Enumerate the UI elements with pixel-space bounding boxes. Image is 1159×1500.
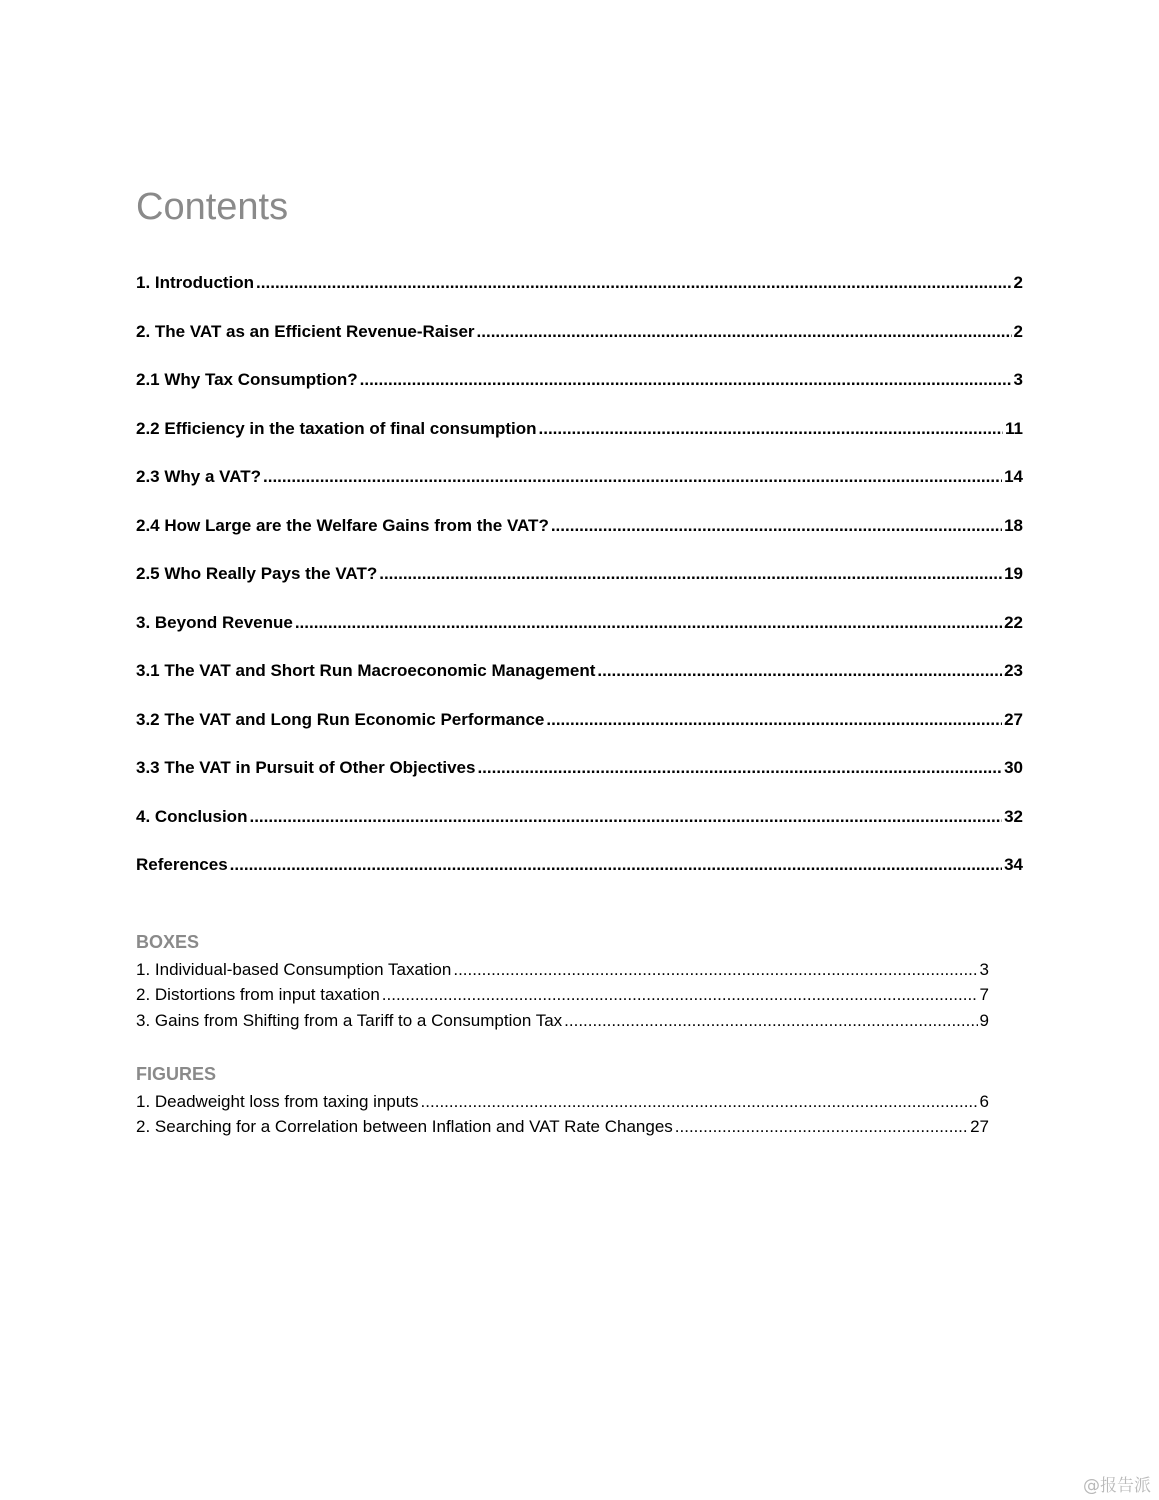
figures-list [136, 1064, 989, 1143]
dot-leader [421, 1092, 978, 1112]
dot-leader [382, 985, 978, 1005]
box-entry[interactable] [136, 985, 989, 1011]
watermark: @报告派 [1083, 1476, 1151, 1496]
toc-entry-label: 4. Conclusion [136, 806, 248, 826]
toc-entry-page: 14 [1004, 467, 1023, 486]
dot-leader [295, 613, 1002, 633]
box-entry[interactable] [136, 1011, 989, 1037]
figure-entry-page: 6 [979, 1091, 989, 1111]
toc-entry-who-pays-vat[interactable] [136, 564, 1023, 613]
toc-entry-why-a-vat[interactable] [136, 467, 1023, 516]
page-title: Contents [136, 186, 289, 228]
toc-entry-why-tax-consumption[interactable] [136, 370, 1023, 419]
toc-entry-page: 23 [1004, 661, 1023, 680]
toc-entry-label: 1. Introduction [136, 273, 255, 292]
dot-leader [597, 661, 1002, 681]
box-entry-label: 2. Distortions from input taxation [136, 985, 380, 1005]
box-entry-label: 3. Gains from Shifting from a Tariff to a Consumption Tax [136, 1010, 563, 1030]
dot-leader [551, 516, 1002, 536]
dot-leader [564, 1011, 977, 1031]
box-entry-page: 7 [979, 985, 989, 1005]
figure-entry-page: 27 [970, 1117, 989, 1137]
toc-entry-welfare-gains[interactable] [136, 516, 1023, 565]
toc-entry-page: 3 [1013, 370, 1023, 389]
toc-entry-long-run-performance[interactable] [136, 710, 1023, 759]
box-entry[interactable] [136, 960, 989, 986]
dot-leader [379, 564, 1002, 584]
dot-leader [360, 370, 1012, 390]
toc-entry-other-objectives[interactable] [136, 758, 1023, 807]
toc-entry-conclusion[interactable] [136, 807, 1023, 856]
toc-entry-label: 2.3 Why a VAT? [136, 467, 262, 486]
toc-entry-page: 32 [1004, 806, 1023, 826]
dot-leader [477, 322, 1012, 342]
toc-entry-label: References [136, 855, 228, 874]
figure-entry[interactable] [136, 1117, 989, 1143]
dot-leader [263, 467, 1002, 487]
toc-entry-label: 2.4 How Large are the Welfare Gains from the VAT? [136, 515, 549, 535]
dot-leader [249, 807, 1002, 827]
dot-leader [539, 419, 1004, 439]
box-entry-label: 1. Individual-based Consumption Taxation [136, 959, 452, 979]
toc-entry-label: 2.1 Why Tax Consumption? [136, 370, 358, 389]
toc-entry-label: 3.1 The VAT and Short Run Macroeconomic Management [136, 661, 596, 680]
dot-leader [477, 758, 1002, 778]
box-entry-page: 3 [979, 959, 989, 979]
toc-entry-label: 2. The VAT as an Efficient Revenue-Raiser [136, 321, 475, 341]
toc-entry-beyond-revenue[interactable] [136, 613, 1023, 662]
toc-entry-page: 30 [1004, 758, 1023, 777]
toc-entry-vat-efficient-revenue-raiser[interactable] [136, 322, 1023, 371]
toc-entry-page: 19 [1004, 564, 1023, 583]
toc-entry-short-run-macro[interactable] [136, 661, 1023, 710]
dot-leader [230, 855, 1002, 875]
boxes-heading: BOXES [136, 932, 200, 952]
boxes-list [136, 932, 989, 1036]
dot-leader [675, 1117, 968, 1137]
dot-leader [546, 710, 1002, 730]
toc-entry-introduction[interactable] [136, 273, 1023, 322]
toc-entry-page: 22 [1004, 612, 1023, 632]
figure-entry-label: 2. Searching for a Correlation between Inflation and VAT Rate Changes [136, 1117, 673, 1137]
toc-entry-label: 3.3 The VAT in Pursuit of Other Objectives [136, 758, 476, 777]
box-entry-page: 9 [979, 1010, 989, 1030]
toc-entry-label: 2.5 Who Really Pays the VAT? [136, 564, 378, 583]
toc-entry-page: 27 [1004, 709, 1023, 729]
toc-entry-page: 34 [1004, 855, 1023, 874]
toc-entry-label: 3. Beyond Revenue [136, 612, 293, 632]
toc-entry-references[interactable] [136, 855, 1023, 904]
toc-entry-label: 2.2 Efficiency in the taxation of final consumption [136, 418, 537, 438]
toc-entry-page: 2 [1013, 321, 1023, 341]
table-of-contents [136, 273, 1023, 904]
toc-entry-page: 2 [1013, 273, 1023, 292]
toc-entry-page: 18 [1004, 515, 1023, 535]
figures-heading: FIGURES [136, 1064, 217, 1084]
dot-leader [453, 960, 977, 980]
toc-entry-efficiency-final-consumption[interactable] [136, 419, 1023, 468]
toc-entry-label: 3.2 The VAT and Long Run Economic Performance [136, 709, 545, 729]
toc-entry-page: 11 [1005, 418, 1023, 438]
figure-entry[interactable] [136, 1092, 989, 1118]
dot-leader [256, 273, 1011, 293]
figure-entry-label: 1. Deadweight loss from taxing inputs [136, 1091, 419, 1111]
